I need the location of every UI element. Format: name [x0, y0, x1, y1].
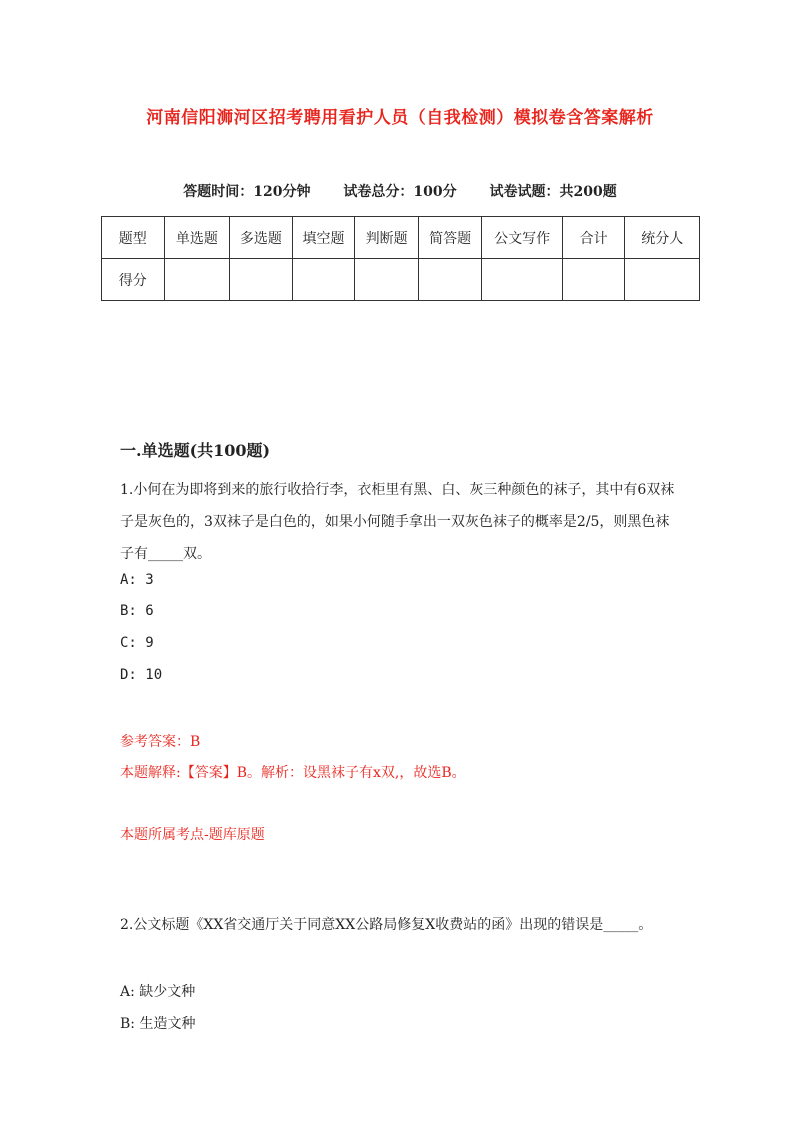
question-1-answer: 参考答案：B — [120, 734, 201, 750]
document-title: 河南信阳浉河区招考聘用看护人员（自我检测）模拟卷含答案解析 — [146, 108, 654, 128]
score-table-header-row — [102, 217, 700, 259]
question-1-option-a: A: 3 — [120, 572, 154, 588]
question-1-category: 本题所属考点-题库原题 — [120, 827, 265, 843]
header-cell: 公文写作 — [482, 217, 562, 259]
header-cell: 合计 — [562, 217, 625, 259]
question-2-option-b: B: 生造文种 — [120, 1016, 196, 1032]
header-cell: 判断题 — [355, 217, 419, 259]
section-title: 一.单选题(共100题) — [120, 441, 271, 460]
score-cell — [418, 259, 482, 301]
header-cell: 简答题 — [418, 217, 482, 259]
exam-total-score: 试卷总分：100分 — [343, 184, 457, 200]
row-label-cell: 得分 — [102, 259, 165, 301]
exam-time: 答题时间：120分钟 — [183, 184, 311, 200]
header-cell: 多选题 — [230, 217, 293, 259]
score-cell — [562, 259, 625, 301]
header-cell: 题型 — [102, 217, 165, 259]
question-2-text: 2.公文标题《XX省交通厅关于同意XX公路局修复X收费站的函》出现的错误是_____。 — [120, 917, 653, 933]
question-1-option-c: C: 9 — [120, 635, 154, 651]
exam-question-count: 试卷试题：共200题 — [489, 184, 617, 200]
question-1-explanation: 本题解释:【答案】B。解析：设黑袜子有x双,，故选B。 — [120, 765, 466, 781]
score-cell — [482, 259, 562, 301]
header-cell: 单选题 — [164, 217, 230, 259]
question-1-option-b: B: 6 — [120, 603, 154, 619]
score-cell — [625, 259, 700, 301]
header-cell: 统分人 — [625, 217, 700, 259]
score-cell — [355, 259, 419, 301]
header-cell: 填空题 — [292, 217, 355, 259]
score-table — [101, 216, 700, 301]
question-1-option-d: D: 10 — [120, 667, 163, 683]
score-cell — [230, 259, 293, 301]
exam-meta — [0, 181, 800, 201]
question-2-option-a: A: 缺少文种 — [120, 984, 196, 1000]
question-1-text: 1.小何在为即将到来的旅行收拾行李，衣柜里有黑、白、灰三种颜色的袜子，其中有6双袜子是灰色的，3双袜子是白色的，如果小何随手拿出一双灰色袜子的概率是2/5，则黑色袜子有_____双。 — [120, 482, 675, 562]
score-cell — [292, 259, 355, 301]
score-cell — [164, 259, 230, 301]
score-table-score-row — [102, 259, 700, 301]
